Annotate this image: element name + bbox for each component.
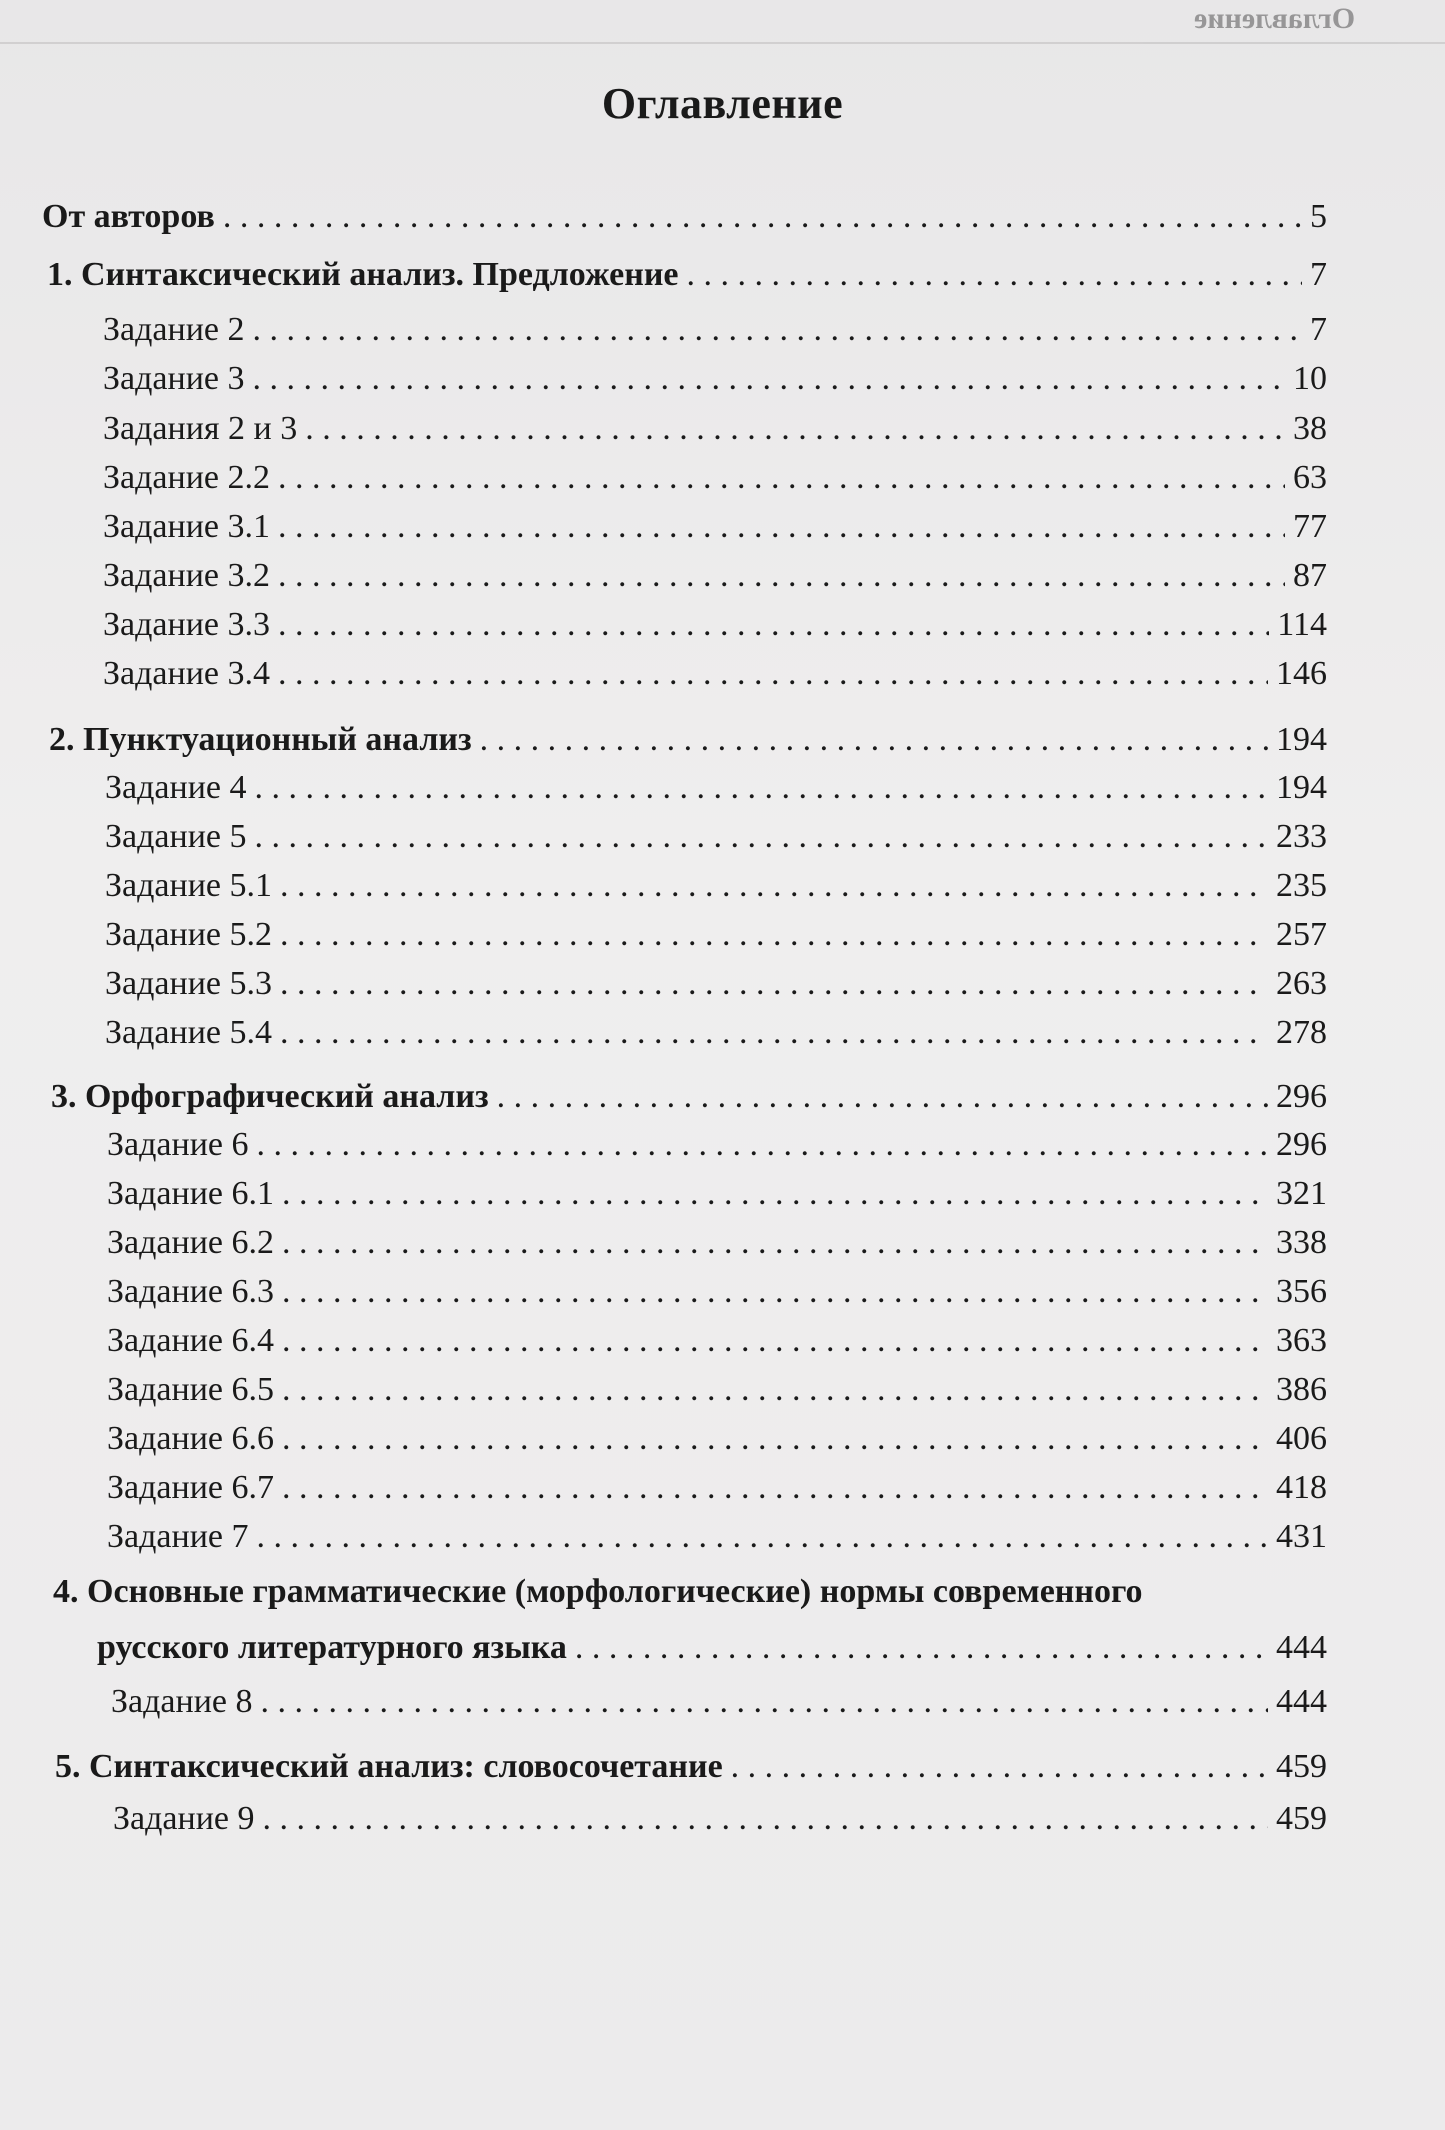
leader-dots [278, 652, 1268, 696]
toc-item [103, 308, 1327, 352]
leader-dots [282, 1417, 1268, 1461]
toc-item [105, 766, 1327, 810]
toc-entry-page: 459 [1276, 1748, 1327, 1785]
toc-item [107, 1368, 1327, 1412]
toc-item [107, 1221, 1327, 1265]
toc-item-label: Задание 6.1 [107, 1175, 274, 1212]
toc-item-page: 431 [1276, 1518, 1327, 1555]
toc-entry-label: 5. Синтаксический анализ: словосочетание [55, 1748, 723, 1785]
toc-entry-page: 194 [1276, 721, 1327, 758]
toc-item-page: 63 [1293, 459, 1327, 496]
leader-dots [280, 864, 1268, 908]
toc-item-page: 194 [1276, 769, 1327, 806]
leader-dots [257, 1123, 1269, 1167]
toc-item-label: Задание 3.3 [103, 606, 270, 643]
leader-dots [280, 1011, 1268, 1055]
leader-dots [282, 1270, 1268, 1314]
toc-item [107, 1123, 1327, 1167]
toc-item-label: Задание 9 [113, 1800, 255, 1837]
leader-dots [278, 554, 1285, 598]
leader-dots [282, 1466, 1268, 1510]
toc-item-label: Задание 5.3 [105, 965, 272, 1002]
toc-item-page: 406 [1276, 1420, 1327, 1457]
toc-item-label: Задание 6.7 [107, 1469, 274, 1506]
toc-item-page: 418 [1276, 1469, 1327, 1506]
leader-dots [257, 1515, 1269, 1559]
leader-dots [263, 1797, 1269, 1841]
toc-entry-label: 1. Синтаксический анализ. Предложение [47, 256, 679, 293]
toc-item-page: 338 [1276, 1224, 1327, 1261]
toc-item-page: 444 [1276, 1683, 1327, 1720]
toc-item-label: Задание 3.4 [103, 655, 270, 692]
toc-entry-label: 2. Пунктуационный анализ [49, 721, 472, 758]
leader-dots [497, 1075, 1268, 1119]
page-title: Оглавление [601, 79, 844, 128]
toc-item [105, 1011, 1327, 1055]
toc-section-4 [97, 1626, 1327, 1670]
show-through-header [0, 0, 1445, 44]
toc-entry-label: От авторов [42, 198, 215, 235]
toc-item [107, 1319, 1327, 1363]
leader-dots [731, 1745, 1268, 1789]
leader-dots [280, 913, 1268, 957]
toc-item [107, 1466, 1327, 1510]
toc-item [111, 1680, 1327, 1724]
toc-item-label: Задание 5.2 [105, 916, 272, 953]
toc-item-page: 459 [1276, 1800, 1327, 1837]
toc-item [103, 554, 1327, 598]
toc-item [103, 603, 1327, 647]
toc-item [113, 1797, 1327, 1841]
leader-dots [575, 1626, 1268, 1670]
toc-item-label: Задание 3.2 [103, 557, 270, 594]
toc-section-2 [49, 718, 1327, 762]
leader-dots [282, 1172, 1268, 1216]
toc-item-label: Задание 6.4 [107, 1322, 274, 1359]
leader-dots [278, 505, 1285, 549]
toc-item-page: 278 [1276, 1014, 1327, 1051]
toc-item-label: Задание 6 [107, 1126, 249, 1163]
toc-item-page: 363 [1276, 1322, 1327, 1359]
leader-dots [278, 456, 1285, 500]
leader-dots [223, 195, 1302, 239]
leader-dots [687, 253, 1302, 297]
toc-item-label: Задание 7 [107, 1518, 249, 1555]
toc-item [105, 962, 1327, 1006]
leader-dots [282, 1221, 1268, 1265]
toc-item [107, 1270, 1327, 1314]
toc-entry-page: 296 [1276, 1078, 1327, 1115]
toc-item-page: 263 [1276, 965, 1327, 1002]
show-through-header-text: Оглавление [1193, 2, 1355, 35]
leader-dots [261, 1680, 1269, 1724]
toc-item [107, 1172, 1327, 1216]
toc-item [103, 456, 1327, 500]
toc-item-page: 321 [1276, 1175, 1327, 1212]
toc-item-page: 77 [1293, 508, 1327, 545]
toc-item-label: Задание 6.3 [107, 1273, 274, 1310]
toc-item-page: 114 [1277, 606, 1327, 643]
toc-item-label: Задание 5.1 [105, 867, 272, 904]
toc-item [105, 864, 1327, 908]
toc-item-label: Задание 6.6 [107, 1420, 274, 1457]
toc-item-page: 356 [1276, 1273, 1327, 1310]
toc-item-page: 257 [1276, 916, 1327, 953]
leader-dots [255, 766, 1269, 810]
toc-item-page: 386 [1276, 1371, 1327, 1408]
toc-item [107, 1417, 1327, 1461]
toc-item-page: 10 [1293, 360, 1327, 397]
toc-item-label: Задание 4 [105, 769, 247, 806]
leader-dots [480, 718, 1268, 762]
toc-item-label: Задание 6.5 [107, 1371, 274, 1408]
toc-item [107, 1515, 1327, 1559]
toc-item-label: Задания 2 и 3 [103, 410, 298, 447]
toc-item-page: 296 [1276, 1126, 1327, 1163]
toc-section-4-line-1: 4. Основные грамматические (морфологические) нормы современного [53, 1573, 1143, 1610]
toc-item-page: 87 [1293, 557, 1327, 594]
toc-item-page: 7 [1310, 311, 1327, 348]
toc-item-page: 235 [1276, 867, 1327, 904]
toc-item-label: Задание 5.4 [105, 1014, 272, 1051]
toc-item-label: Задание 6.2 [107, 1224, 274, 1261]
toc-item [103, 357, 1327, 401]
toc-item [105, 913, 1327, 957]
toc-entry-page: 444 [1276, 1629, 1327, 1666]
leader-dots [278, 603, 1269, 647]
leader-dots [280, 962, 1268, 1006]
toc-item [105, 815, 1327, 859]
leader-dots [253, 308, 1303, 352]
toc-section-5 [55, 1745, 1327, 1789]
toc-entry-from-authors [42, 195, 1327, 239]
toc-entry-page: 5 [1310, 198, 1327, 235]
toc-item [103, 505, 1327, 549]
toc-section-1 [47, 253, 1327, 297]
toc-item-label: Задание 8 [111, 1683, 253, 1720]
toc-item-label: Задание 3 [103, 360, 245, 397]
leader-dots [282, 1319, 1268, 1363]
toc-item-page: 38 [1293, 410, 1327, 447]
toc-item-label: Задание 2.2 [103, 459, 270, 496]
toc-section-3 [51, 1075, 1327, 1119]
toc-item-label: Задание 2 [103, 311, 245, 348]
toc-entry-page: 7 [1310, 256, 1327, 293]
toc-entry-label: русского литературного языка [97, 1629, 567, 1666]
toc-item [103, 407, 1327, 451]
leader-dots [253, 357, 1286, 401]
leader-dots [305, 407, 1285, 451]
leader-dots [255, 815, 1269, 859]
toc-item-page: 233 [1276, 818, 1327, 855]
toc-item [103, 652, 1327, 696]
toc-item-label: Задание 3.1 [103, 508, 270, 545]
leader-dots [282, 1368, 1268, 1412]
toc-item-label: Задание 5 [105, 818, 247, 855]
toc-entry-label: 3. Орфографический анализ [51, 1078, 489, 1115]
toc-item-page: 146 [1276, 655, 1327, 692]
